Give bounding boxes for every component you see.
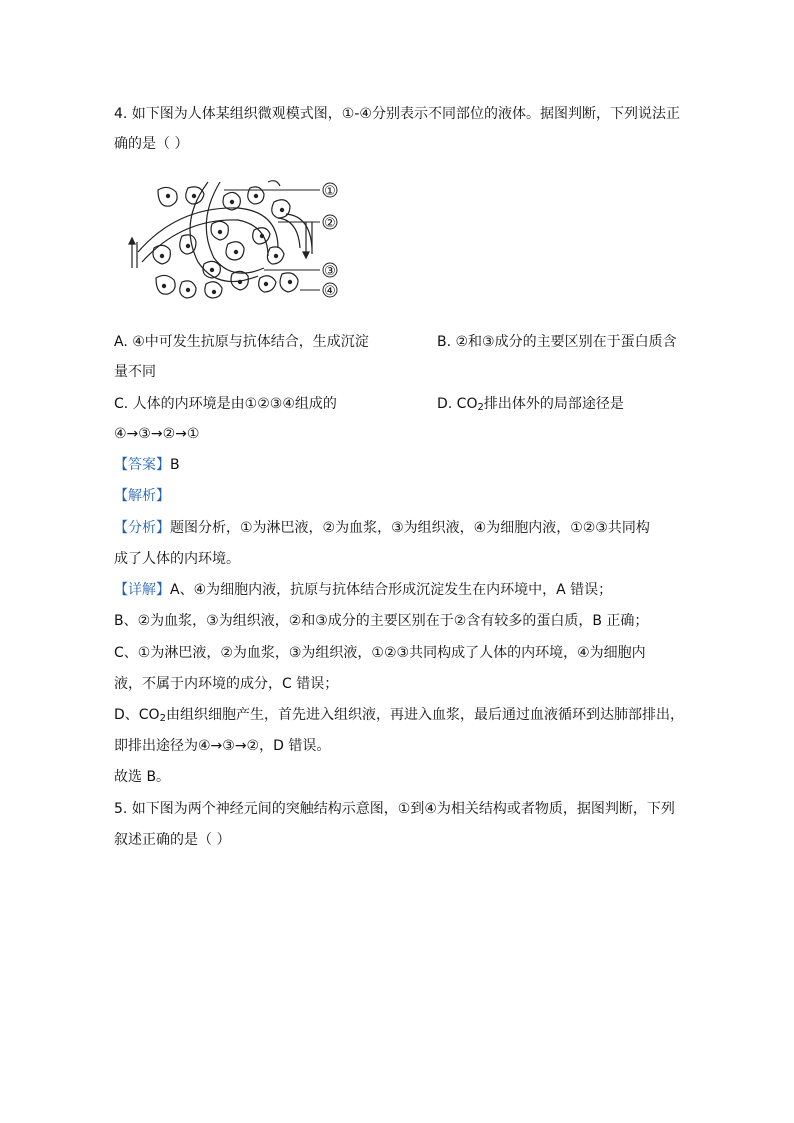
q4-stem-line1: 4. 如下图为人体某组织微观模式图，①-④分别表示不同部位的液体。据图判断，下列说法正	[114, 106, 680, 122]
q4-option-d-cont: ④→③→②→①	[114, 426, 200, 442]
q4-detail-c1: C、①为淋巴液，②为血浆，③为组织液，①②③共同构成了人体的内环境，④为细胞内	[114, 645, 646, 661]
q4-fenxi-line1: 【分析】题图分析，①为淋巴液，②为血浆，③为组织液，④为细胞内液，①②③共同构	[114, 520, 650, 536]
tissue-diagram	[128, 178, 358, 310]
q4-detail-b: B、②为血浆，③为组织液，②和③成分的主要区别在于②含有较多的蛋白质，B 正确；	[114, 613, 649, 629]
q4-detail-d2: 即排出途径为④→③→②，D 错误。	[114, 738, 331, 754]
figure-label-3: ③	[324, 264, 336, 279]
figure-label-2: ②	[324, 216, 336, 231]
q4-answer	[114, 455, 684, 475]
q4-fenxi-line2: 成了人体的内环境。	[114, 551, 240, 567]
figure-label-1: ①	[324, 184, 336, 199]
q4-option-b: B. ②和③成分的主要区别在于蛋白质含	[437, 334, 677, 350]
q5-stem-line1: 5. 如下图为两个神经元间的突触结构示意图，①到④为相关结构或者物质，据图判断，下列	[114, 801, 675, 817]
q4-detail-a: 【详解】A、④为细胞内液，抗原与抗体结合形成沉淀发生在内环境中，A 错误；	[114, 582, 613, 598]
q4-option-b-cont: 量不同	[114, 364, 156, 380]
answer-value: B	[170, 457, 180, 473]
q4-option-d: D. $CO_2$排出体外的局部途径是	[437, 396, 624, 413]
q4-option-a: A. ④中可发生抗原与抗体结合，生成沉淀	[114, 334, 369, 350]
q4-conclusion: 故选 B。	[114, 769, 171, 785]
q4-stem-line2: 确的是（ ）	[114, 136, 189, 152]
q5-stem-line2: 叙述正确的是（ ）	[114, 832, 231, 848]
q4-detail-d1: D、$CO_2$由组织细胞产生，首先进入组织液，再进入血浆，最后通过血液循环到达肺部排出，	[114, 707, 684, 724]
q4-option-c: C. 人体的内环境是由①②③④组成的	[114, 396, 337, 412]
q4-detail-c2: 液，不属于内环境的成分，C 错误；	[114, 676, 339, 692]
q4-analysis-tag: 【解析】	[114, 488, 170, 504]
answer-tag: 【答案】	[114, 457, 170, 473]
figure-label-4: ④	[324, 284, 336, 299]
